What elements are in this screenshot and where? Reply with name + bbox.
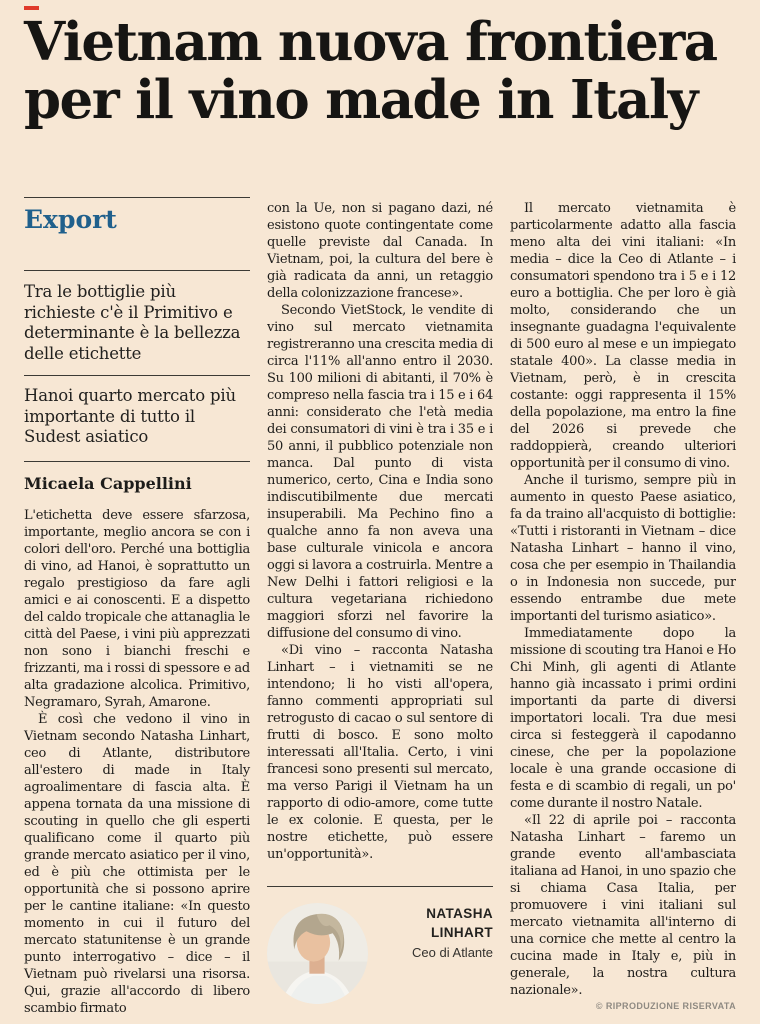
byline: Micaela Cappellini xyxy=(24,473,192,493)
portrait-photo xyxy=(267,903,368,1004)
article-paragraph: L'etichetta deve essere sfarzosa, importante, meglio ancora se con i colori dell'oro. Perché una bottiglia di vino, ad Hanoi, è soprattutto un regalo prestigioso da fare agli amici e ai conoscenti. E a dispetto del caldo tropicale che attanaglia le città del Paese, i vini più apprezzati non sono i bianchi freschi e frizzanti, ma i rossi di spessore e ad alta gradazione alcolica. Primitivo, Negramaro, Syrah, Amarone. xyxy=(24,507,250,710)
article-paragraph: «Il 22 di aprile poi – racconta Natasha Linhart – faremo un grande evento all'ambasciata italiana ad Hanoi, in uno spazio che si chiama Casa Italia, per promuovere i vini italiani sul mercato vietnamita all'interno di una cornice che mette al centro la cucina made in Italy e, più in generale, la nostra cultura nazionale». xyxy=(510,813,736,998)
article-paragraph: con la Ue, non si pagano dazi, né esistono quote contingentate come quelle previste dal Canada. In Vietnam, poi, la cultura del bere è già radicata da anni, un retaggio della colonizzazione francese». xyxy=(267,201,493,301)
photo-block xyxy=(267,886,493,1004)
article-paragraph: Immediatamente dopo la missione di scouting tra Hanoi e Ho Chi Minh, gli agenti di Atlante hanno già incassato i primi ordini importanti da parte di diversi importatori locali. Tra due mesi circa si festeggerà il capodanno cinese, che per la popolazione locale è una grande occasione di festa e di scambio di regali, un po' come durante il nostro Natale. xyxy=(510,626,736,811)
divider xyxy=(24,270,250,271)
copyright-notice: © RIPRODUZIONE RISERVATA xyxy=(595,1001,736,1011)
standfirst-primary: Tra le bottiglie più richieste c'è il Primitivo e determinante è la bellezza delle etichette xyxy=(24,282,241,363)
column-left xyxy=(24,185,250,1017)
red-dash-accent xyxy=(24,6,39,10)
standfirst-secondary: Hanoi quarto mercato più importante di tutto il Sudest asiatico xyxy=(24,386,236,446)
photo-caption-name: NATASHA LINHART xyxy=(426,906,493,940)
kicker-label: Export xyxy=(24,205,117,234)
article-paragraph: Secondo VietStock, le vendite di vino sul mercato vietnamita registreranno una crescita media di circa l'11% all'anno entro il 2030. Su 100 milioni di abitanti, il 70% è compreso nella fascia tra i 15 e i 64 anni: considerato che l'età media dei consumatori di vini è tra i 35 e i 50 anni, il pubblico potenziale non manca. Dal punto di vista numerico, certo, Cina e India sono indiscutibilmente due mercati insuperabili. Ma Pechino fino a qualche anno fa non aveva una base culturale vinicola e ancora oggi si lavora a costruirla. Mentre a New Delhi i fattori religiosi e la cultura vegetariana richiedono maggiori sforzi nel favorire la diffusione del consumo di vino. xyxy=(267,303,493,641)
article-body-middle xyxy=(267,200,493,863)
headline: Vietnam nuova frontiera per il vino made in Italy xyxy=(24,11,717,131)
article-paragraph: È così che vedono il vino in Vietnam secondo Natasha Linhart, ceo di Atlante, distributore all'estero di made in Italy agroalimentare di fascia alta. È appena tornata da una missione di scouting in quello che gli esperti qualificano come il quarto più grande mercato asiatico per il vino, ed è più che ottimista per le opportunità che si possono aprire per le cantine italiane: «In questo momento in cui il futuro del mercato statunitense è un grande punto interrogativo – dice – il Vietnam può rivelarsi una risorsa. Qui, grazie all'accordo di libero scambio firmato xyxy=(24,711,250,1016)
article-paragraph: Il mercato vietnamita è particolarmente adatto alla fascia meno alta dei vini italiani: «In media – dice la Ceo di Atlante – i consumatori spendono tra i 5 e i 12 euro a bottiglia. Che per loro è già molto, considerando che un insegnante guadagna l'equivalente di 500 euro al mese e un impiegato statale 400». La classe media in Vietnam, però, è in crescita costante: oggi rappresenta il 15% della popolazione, ma entro la fine del 2026 si prevede che raddoppierà, creando ulteriori opportunità per il consumo di vino. xyxy=(510,201,736,471)
article-paragraph: Anche il turismo, sempre più in aumento in questo Paese asiatico, fa da traino all'acquisto di bottiglie: «Tutti i ristoranti in Vietnam – dice Natasha Linhart – hanno il vino, cosa che per esempio in Thailandia o in Indonesia non succede, pur essendo entrambe due mete importanti del turismo asiatico». xyxy=(510,473,736,624)
divider xyxy=(24,197,250,198)
photo-caption xyxy=(368,903,493,962)
portrait-illustration xyxy=(267,903,368,1004)
column-middle xyxy=(267,185,493,863)
column-right xyxy=(510,185,736,998)
photo-caption-role: Ceo di Atlante xyxy=(412,944,493,960)
article-body-left xyxy=(24,507,250,1017)
divider xyxy=(267,886,493,887)
divider xyxy=(24,461,250,462)
article-body-right xyxy=(510,200,736,998)
divider xyxy=(24,375,250,376)
article-paragraph: «Di vino – racconta Natasha Linhart – i vietnamiti se ne intendono; li ho visti all'opera, fanno commenti appropriati sul retrogusto di cacao o sul sentore di frutti di bosco. E sono molto interessati all'Italia. Certo, i vini francesi sono presenti sul mercato, ma verso Parigi il Vietnam ha un rapporto di odio-amore, come tutte le ex colonie. E questa, per le nostre etichette, può essere un'opportunità». xyxy=(267,643,493,862)
